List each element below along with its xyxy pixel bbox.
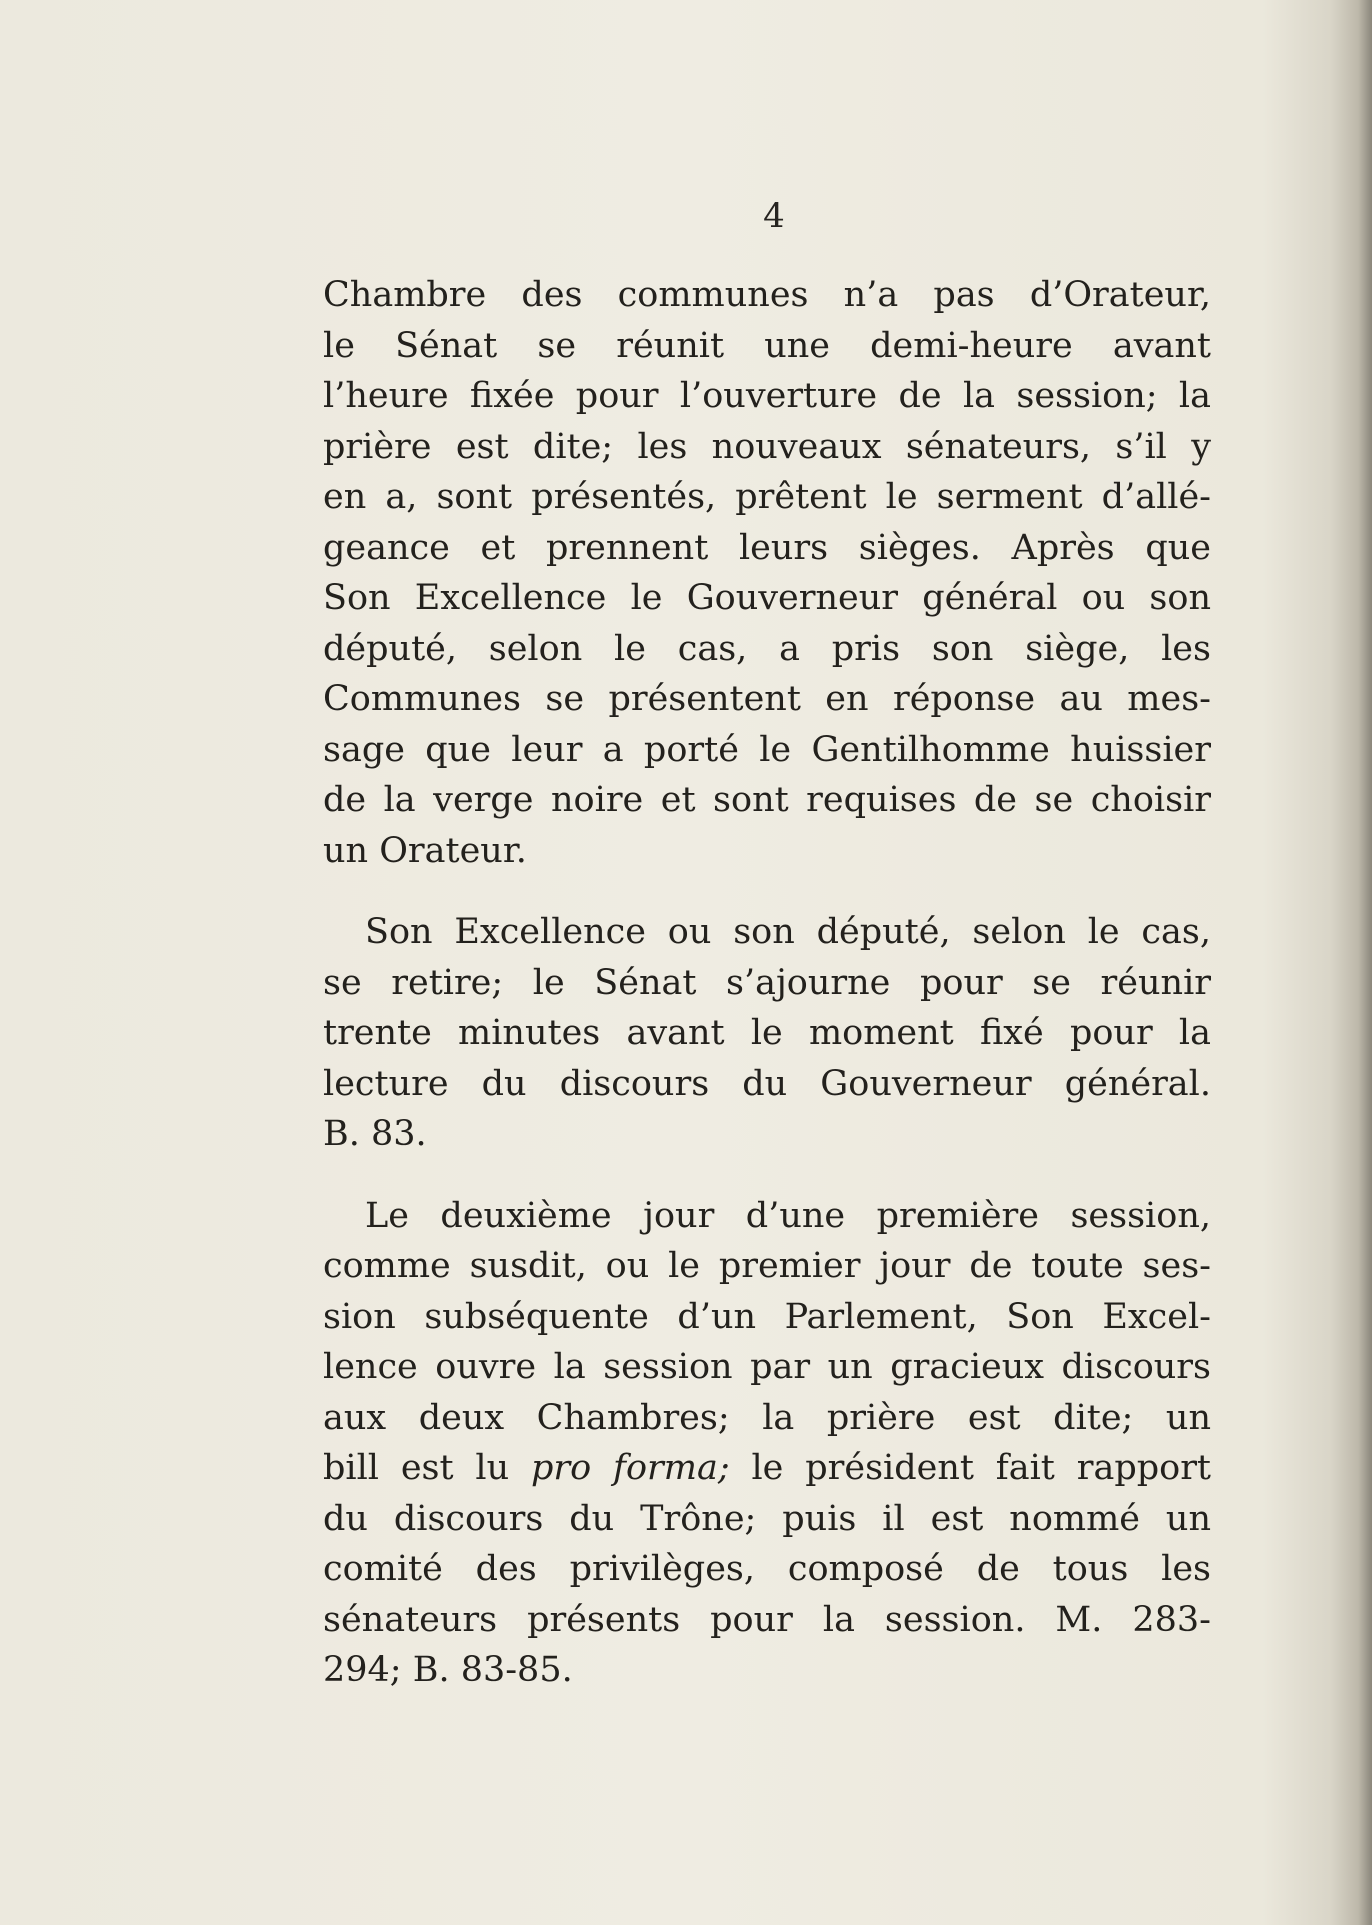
text-segment: le président fait rapport (729, 1448, 1211, 1488)
text-line: lecture du discours du Gouverneur général. (323, 1063, 1211, 1104)
paragraph-1 (323, 270, 1211, 876)
paragraph-3 (323, 1191, 1211, 1696)
text-line: sage que leur a porté le Gentilhomme huissier (323, 729, 1211, 770)
text-line: se retire; le Sénat s’ajourne pour se réunir (323, 962, 1211, 1003)
text-line: du discours du Trône; puis il est nommé un (323, 1498, 1211, 1539)
text-line: Communes se présentent en réponse au mes- (323, 679, 1211, 719)
page-number: 4 (763, 196, 785, 236)
text-line: député, selon le cas, a pris son siège, les (323, 628, 1211, 669)
body-text (323, 270, 1211, 1696)
text-line: un Orateur. (323, 830, 527, 871)
paragraph-2 (323, 907, 1211, 1160)
text-line: Son Excellence ou son député, selon le cas, (365, 912, 1211, 952)
text-line: aux deux Chambres; la prière est dite; un (323, 1397, 1211, 1438)
text-line: trente minutes avant le moment fixé pour la (323, 1013, 1211, 1053)
text-line: l’heure fixée pour l’ouverture de la session; la (323, 376, 1211, 416)
text-line: le Sénat se réunit une demi-heure avant (323, 325, 1211, 366)
text-line: comme susdit, ou le premier jour de toute ses- (323, 1246, 1211, 1286)
text-line: Chambre des communes n’a pas d’Orateur, (323, 275, 1211, 315)
italic-phrase: pro forma; (530, 1448, 730, 1488)
text-line-with-italic (323, 1443, 1211, 1494)
text-line: comité des privilèges, composé de tous les (323, 1549, 1211, 1589)
text-line: prière est dite; les nouveaux sénateurs, s’il y (323, 426, 1211, 467)
text-line: Le deuxième jour d’une première session, (365, 1195, 1211, 1236)
text-line: geance et prennent leurs sièges. Après que (323, 527, 1211, 568)
text-line: 294; B. 83-85. (323, 1650, 573, 1690)
text-line: B. 83. (323, 1114, 427, 1154)
text-line: sénateurs présents pour la session. M. 283- (323, 1599, 1211, 1640)
text-line: en a, sont présentés, prêtent le serment d’allé- (323, 477, 1211, 517)
text-line: lence ouvre la session par un gracieux discours (323, 1347, 1211, 1387)
text-segment: bill est lu (323, 1448, 531, 1488)
text-line: de la verge noire et sont requises de se choisir (323, 780, 1211, 820)
text-line: sion subséquente d’un Parlement, Son Excel- (323, 1296, 1211, 1337)
text-line: Son Excellence le Gouverneur général ou son (323, 578, 1211, 618)
